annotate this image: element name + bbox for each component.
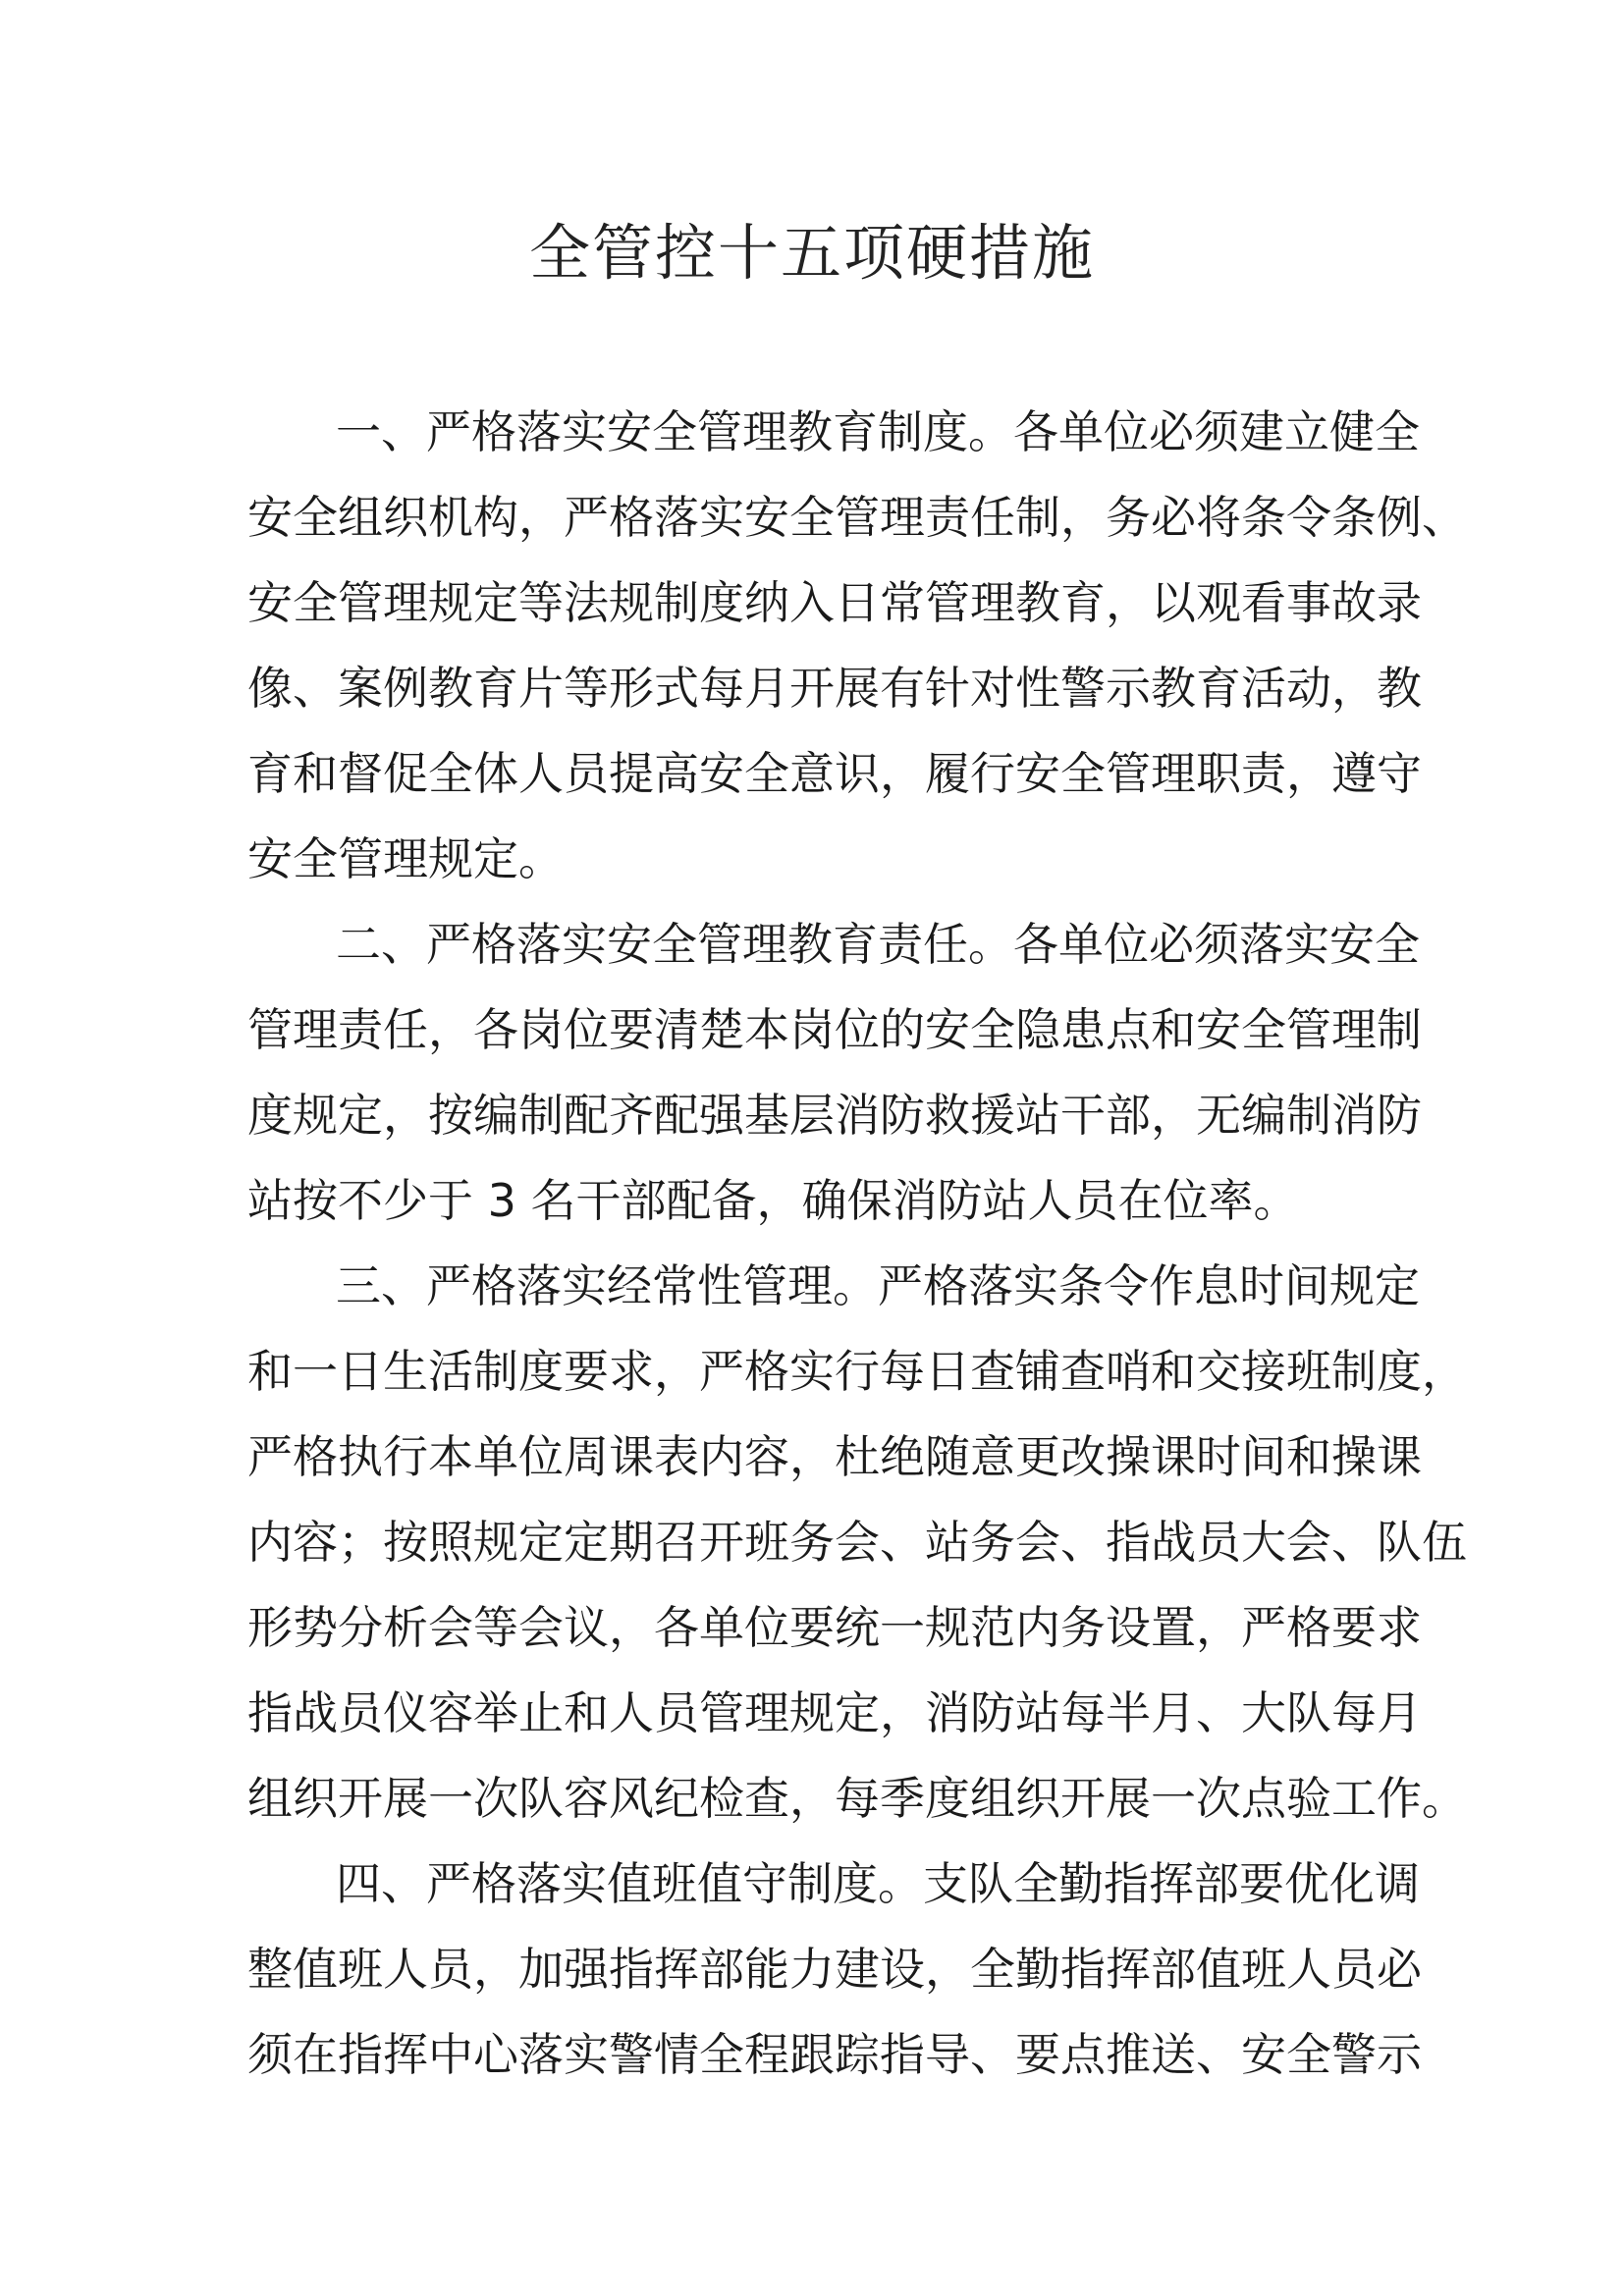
paragraph-2-line-1: 二、严格落实安全管理教育责任。各单位必须落实安全 xyxy=(336,918,1420,971)
paragraph-3-line-4: 内容；按照规定定期召开班务会、站务会、指战员大会、队伍 xyxy=(247,1516,1467,1569)
paragraph-4-line-2: 整值班人员，加强指挥部能力建设，全勤指挥部值班人员必 xyxy=(247,1943,1422,1996)
document-title: 全管控十五项硬措施 xyxy=(528,217,1095,289)
paragraph-3-line-3: 严格执行本单位周课表内容，杜绝随意更改操课时间和操课 xyxy=(247,1430,1422,1483)
paragraph-1-line-3: 安全管理规定等法规制度纳入日常管理教育，以观看事故录 xyxy=(247,576,1422,629)
paragraph-3-line-5: 形势分析会等会议，各单位要统一规范内务设置，严格要求 xyxy=(247,1601,1422,1654)
paragraph-1-line-2: 安全组织机构，严格落实安全管理责任制，务必将条令条例、 xyxy=(247,491,1467,544)
paragraph-3-line-6: 指战员仪容举止和人员管理规定，消防站每半月、大队每月 xyxy=(247,1686,1422,1739)
paragraph-1-line-1: 一、严格落实安全管理教育制度。各单位必须建立健全 xyxy=(336,405,1420,458)
paragraph-2-line-4: 站按不少于 3 名干部配备，确保消防站人员在位率。 xyxy=(247,1174,1299,1227)
paragraph-4-line-1: 四、严格落实值班值守制度。支队全勤指挥部要优化调 xyxy=(336,1857,1420,1910)
paragraph-2-line-3: 度规定，按编制配齐配强基层消防救援站干部，无编制消防 xyxy=(247,1089,1422,1142)
paragraph-3-line-2: 和一日生活制度要求，严格实行每日查铺查哨和交接班制度， xyxy=(247,1345,1467,1398)
paragraph-1-line-6: 安全管理规定。 xyxy=(247,832,564,885)
paragraph-3-line-1: 三、严格落实经常性管理。严格落实条令作息时间规定 xyxy=(336,1259,1420,1312)
paragraph-1-line-5: 育和督促全体人员提高安全意识，履行安全管理职责，遵守 xyxy=(247,747,1422,800)
paragraph-4-line-3: 须在指挥中心落实警情全程跟踪指导、要点推送、安全警示 xyxy=(247,2028,1422,2081)
paragraph-3-line-7: 组织开展一次队容风纪检查，每季度组织开展一次点验工作。 xyxy=(247,1772,1467,1825)
paragraph-1-line-4: 像、案例教育片等形式每月开展有针对性警示教育活动，教 xyxy=(247,662,1422,715)
paragraph-2-line-2: 管理责任，各岗位要清楚本岗位的安全隐患点和安全管理制 xyxy=(247,1003,1422,1056)
